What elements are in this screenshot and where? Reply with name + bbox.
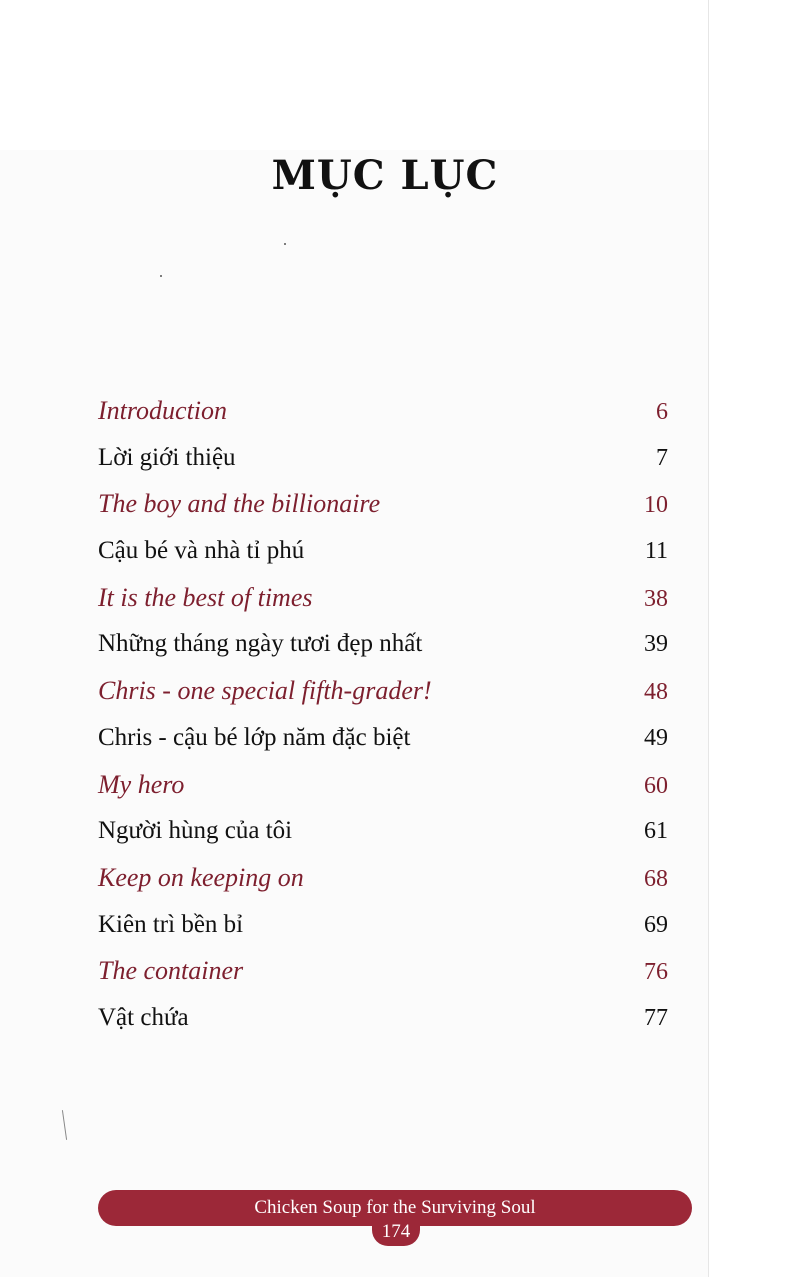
toc-entry-page: 48	[644, 679, 668, 706]
toc-entry-page: 39	[644, 631, 668, 658]
toc-entry-title: Kiên trì bền bỉ	[98, 910, 244, 938]
toc-entry-title: The boy and the billionaire	[98, 489, 381, 519]
toc-entry	[98, 575, 668, 622]
toc-entry	[98, 808, 668, 855]
toc-entry-page: 11	[644, 538, 668, 565]
toc-entry	[98, 902, 668, 949]
toc-entry-title: It is the best of times	[98, 582, 313, 612]
toc-entry-page: 76	[644, 959, 668, 986]
table-of-contents	[98, 388, 668, 1042]
toc-entry-title: Người hùng của tôi	[98, 817, 293, 845]
speck	[160, 275, 162, 277]
toc-entry	[98, 388, 668, 435]
toc-entry-title: Chris - one special fifth-grader!	[98, 676, 432, 706]
toc-entry	[98, 948, 668, 995]
toc-entry-page: 61	[644, 818, 668, 845]
toc-entry-title: Introduction	[98, 396, 228, 425]
toc-entry-title: Vật chứa	[98, 1003, 189, 1031]
toc-entry-page: 38	[644, 585, 668, 612]
toc-entry	[98, 668, 668, 715]
scratch-mark	[62, 1110, 67, 1140]
toc-entry-title: Chris - cậu bé lớp năm đặc biệt	[98, 723, 411, 751]
toc-entry	[98, 481, 668, 528]
toc-entry	[98, 855, 668, 902]
toc-entry-page: 7	[656, 444, 668, 471]
toc-entry-title: My hero	[98, 769, 185, 799]
toc-entry	[98, 995, 668, 1042]
toc-entry-page: 10	[644, 492, 668, 519]
toc-entry-title: Keep on keeping on	[98, 862, 304, 892]
page-number: 174	[372, 1218, 420, 1246]
toc-entry-page: 68	[644, 865, 668, 892]
toc-entry-title: Những tháng ngày tươi đẹp nhất	[98, 630, 423, 658]
footer-book-title: Chicken Soup for the Surviving Soul	[98, 1190, 692, 1226]
toc-entry-page: 60	[644, 772, 668, 799]
toc-entry-page: 6	[656, 399, 668, 425]
top-margin	[0, 0, 708, 150]
page-title: MỤC LỤC	[271, 152, 499, 199]
speck	[284, 243, 286, 245]
toc-entry-title: The container	[98, 956, 244, 986]
toc-entry	[98, 621, 668, 668]
toc-entry	[98, 762, 668, 809]
toc-entry	[98, 715, 668, 762]
toc-entry-page: 49	[644, 724, 668, 751]
toc-entry-page: 69	[644, 911, 668, 938]
toc-entry	[98, 435, 668, 482]
toc-entry-title: Lời giới thiệu	[98, 443, 236, 471]
toc-entry-page: 77	[644, 1004, 668, 1031]
toc-entry-title: Cậu bé và nhà tỉ phú	[98, 537, 305, 565]
toc-entry	[98, 528, 668, 575]
